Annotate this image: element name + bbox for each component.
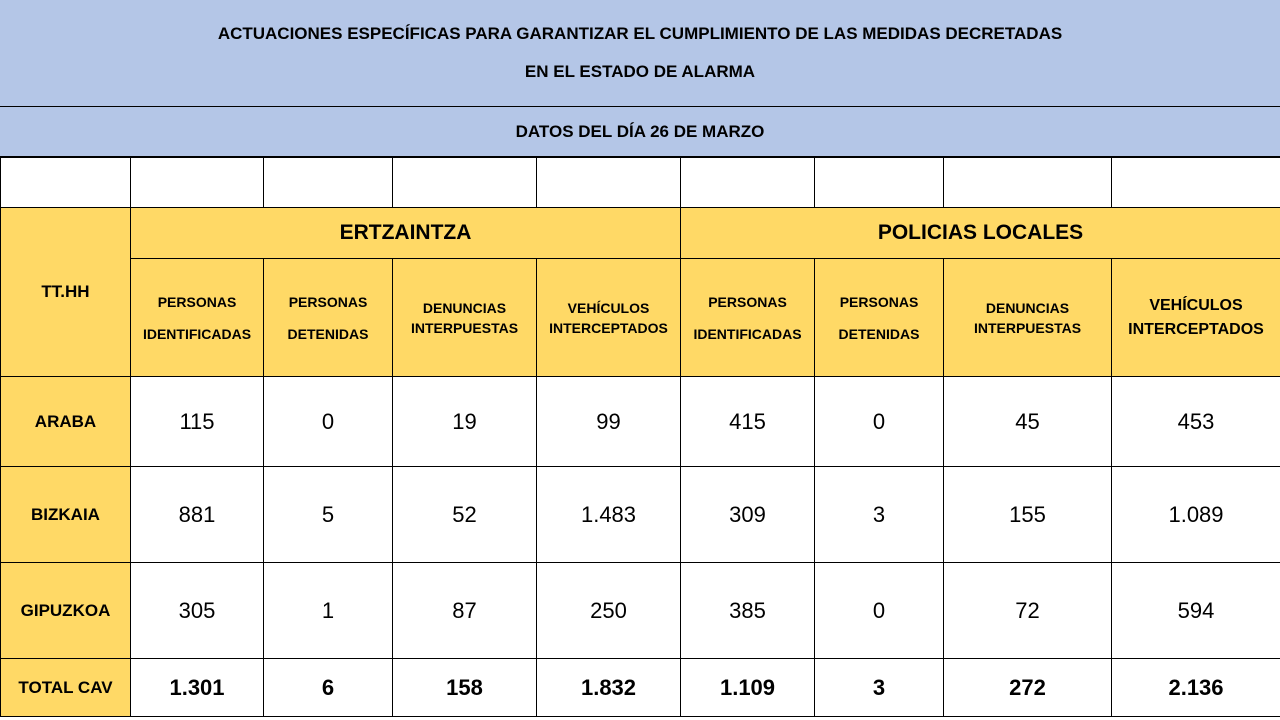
- group-header-row: [1, 208, 1280, 259]
- group-header-ertzaintza: ERTZAINTZA: [131, 208, 681, 259]
- data-cell: 52: [393, 467, 537, 563]
- data-cell: 594: [1112, 563, 1280, 659]
- group-header-policias-locales: POLICIAS LOCALES: [681, 208, 1280, 259]
- title-line-1: ACTUACIONES ESPECÍFICAS PARA GARANTIZAR EL CUMPLIMIENTO DE LAS MEDIDAS DECRETADAS: [217, 24, 1063, 43]
- column-header: VEHÍCULOS INTERCEPTADOS: [537, 259, 681, 377]
- total-label: TOTAL CAV: [1, 659, 131, 717]
- total-cell: 272: [944, 659, 1112, 717]
- data-cell: 45: [944, 377, 1112, 467]
- data-cell: 1.483: [537, 467, 681, 563]
- data-cell: 72: [944, 563, 1112, 659]
- data-cell: 453: [1112, 377, 1280, 467]
- total-cell: 1.109: [681, 659, 815, 717]
- column-header: DENUNCIAS INTERPUESTAS: [393, 259, 537, 377]
- row-label: BIZKAIA: [1, 467, 131, 563]
- date-banner: [0, 107, 1280, 157]
- data-cell: 250: [537, 563, 681, 659]
- data-cell: 87: [393, 563, 537, 659]
- total-cell: 6: [264, 659, 393, 717]
- data-cell: 0: [815, 377, 944, 467]
- table-row: [1, 563, 1280, 659]
- row-label: GIPUZKOA: [1, 563, 131, 659]
- total-row: [1, 659, 1280, 717]
- blank-cell: [264, 158, 393, 208]
- data-cell: 1: [264, 563, 393, 659]
- total-cell: 158: [393, 659, 537, 717]
- data-cell: 3: [815, 467, 944, 563]
- blank-cell: [131, 158, 264, 208]
- blank-cell: [1112, 158, 1280, 208]
- blank-cell: [815, 158, 944, 208]
- data-cell: 115: [131, 377, 264, 467]
- data-cell: 305: [131, 563, 264, 659]
- total-cell: 1.301: [131, 659, 264, 717]
- blank-cell: [1, 158, 131, 208]
- data-cell: 881: [131, 467, 264, 563]
- statistics-table: [0, 157, 1280, 717]
- title-line-2: EN EL ESTADO DE ALARMA: [524, 62, 756, 81]
- title-banner: [0, 0, 1280, 107]
- total-cell: 1.832: [537, 659, 681, 717]
- column-header: DENUNCIAS INTERPUESTAS: [944, 259, 1112, 377]
- date-label: DATOS DEL DÍA 26 DE MARZO: [515, 121, 765, 141]
- column-header-row: [1, 259, 1280, 377]
- table-row: [1, 377, 1280, 467]
- column-header: PERSONAS IDENTIFICADAS: [131, 259, 264, 377]
- data-cell: 0: [815, 563, 944, 659]
- data-cell: 19: [393, 377, 537, 467]
- blank-row: [1, 158, 1280, 208]
- total-cell: 3: [815, 659, 944, 717]
- blank-cell: [393, 158, 537, 208]
- row-label: ARABA: [1, 377, 131, 467]
- data-cell: 385: [681, 563, 815, 659]
- data-cell: 5: [264, 467, 393, 563]
- data-cell: 309: [681, 467, 815, 563]
- blank-cell: [944, 158, 1112, 208]
- total-cell: 2.136: [1112, 659, 1280, 717]
- blank-cell: [537, 158, 681, 208]
- data-cell: 415: [681, 377, 815, 467]
- column-header: VEHÍCULOS INTERCEPTADOS: [1112, 259, 1280, 377]
- data-cell: 99: [537, 377, 681, 467]
- column-header: PERSONAS IDENTIFICADAS: [681, 259, 815, 377]
- column-header: PERSONAS DETENIDAS: [264, 259, 393, 377]
- column-header: PERSONAS DETENIDAS: [815, 259, 944, 377]
- data-cell: 0: [264, 377, 393, 467]
- corner-header: TT.HH: [1, 208, 131, 377]
- data-cell: 1.089: [1112, 467, 1280, 563]
- data-cell: 155: [944, 467, 1112, 563]
- table-row: [1, 467, 1280, 563]
- blank-cell: [681, 158, 815, 208]
